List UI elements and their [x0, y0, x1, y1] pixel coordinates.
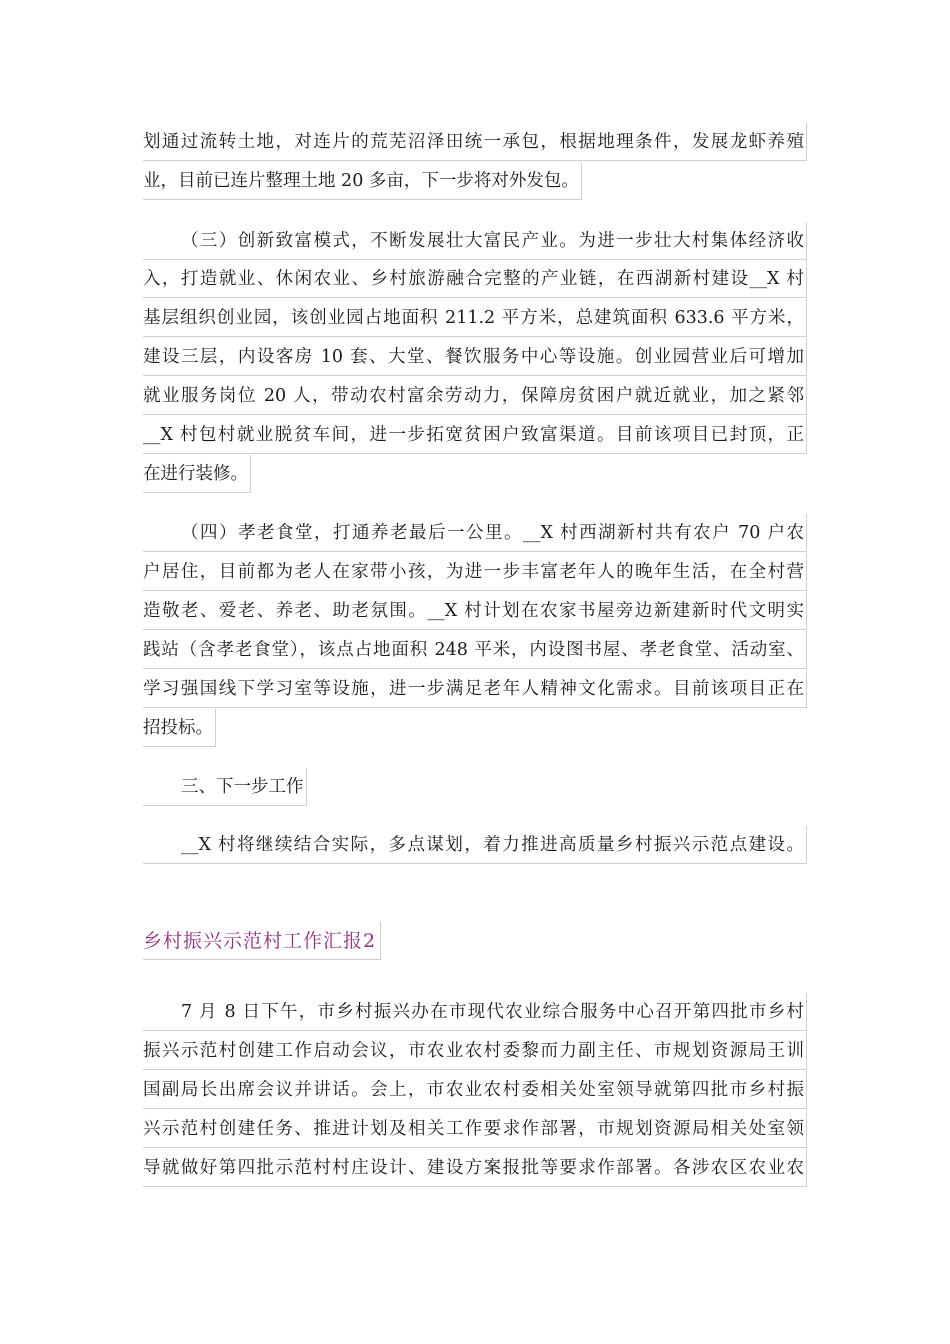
paragraph-line: 户居住，目前都为老人在家带小孩，为进一步丰富老年人的晚年生活，在全村营: [143, 553, 807, 591]
paragraph-line: 建设三层，内设客房 10 套、大堂、餐饮服务中心等设施。创业园营业后可增加: [143, 338, 807, 376]
document-heading: 乡村振兴示范村工作汇报2: [143, 922, 381, 960]
paragraph-line: 业，目前已连片整理土地 20 多亩，下一步将对外发包。: [143, 162, 582, 200]
paragraph-line: 入，打造就业、休闲农业、乡村旅游融合完整的产业链，在西湖新村建设__X 村: [143, 260, 807, 298]
paragraph-line: 兴示范村创建任务、推进计划及相关工作要求作部署，市规划资源局相关处室领: [143, 1110, 807, 1148]
paragraph-line: 7 月 8 日下午，市乡村振兴办在市现代农业综合服务中心召开第四批市乡村: [143, 993, 807, 1031]
paragraph-line: （三）创新致富模式，不断发展壮大富民产业。为进一步壮大村集体经济收: [143, 222, 807, 260]
paragraph-line: 基层组织创业园，该创业园占地面积 211.2 平方米，总建筑面积 633.6 平方米，: [143, 299, 807, 337]
section-title: 三、下一步工作: [143, 768, 307, 806]
paragraph-line: 造敬老、爱老、养老、助老氛围。__X 村计划在农家书屋旁边新建新时代文明实: [143, 592, 807, 630]
paragraph-line: 划通过流转土地，对连片的荒芜沼泽田统一承包，根据地理条件，发展龙虾养殖: [143, 123, 807, 161]
paragraph-line: 学习强国线下学习室等设施，进一步满足老年人精神文化需求。目前该项目正在: [143, 670, 807, 708]
paragraph-line: 招投标。: [143, 709, 216, 747]
paragraph-line: 国副局长出席会议并讲话。会上，市农业农村委相关处室领导就第四批市乡村振: [143, 1071, 807, 1109]
paragraph-line: 振兴示范村创建工作启动会议，市农业农村委黎而力副主任、市规划资源局王训: [143, 1032, 807, 1070]
paragraph-line: （四）孝老食堂，打通养老最后一公里。__X 村西湖新村共有农户 70 户农: [143, 514, 807, 552]
paragraph-line: __X 村将继续结合实际，多点谋划，着力推进高质量乡村振兴示范点建设。: [143, 826, 807, 864]
paragraph-line: 践站（含孝老食堂），该点占地面积 248 平米，内设图书屋、孝老食堂、活动室、: [143, 631, 807, 669]
paragraph-line: 就业服务岗位 20 人，带动农村富余劳动力，保障房贫困户就近就业，加之紧邻: [143, 377, 807, 415]
paragraph-line: __X 村包村就业脱贫车间，进一步拓宽贫困户致富渠道。目前该项目已封顶，正: [143, 416, 807, 454]
paragraph-line: 导就做好第四批示范村村庄设计、建设方案报批等要求作部署。各涉农区农业农: [143, 1149, 807, 1187]
paragraph-line: 在进行装修。: [143, 455, 251, 493]
